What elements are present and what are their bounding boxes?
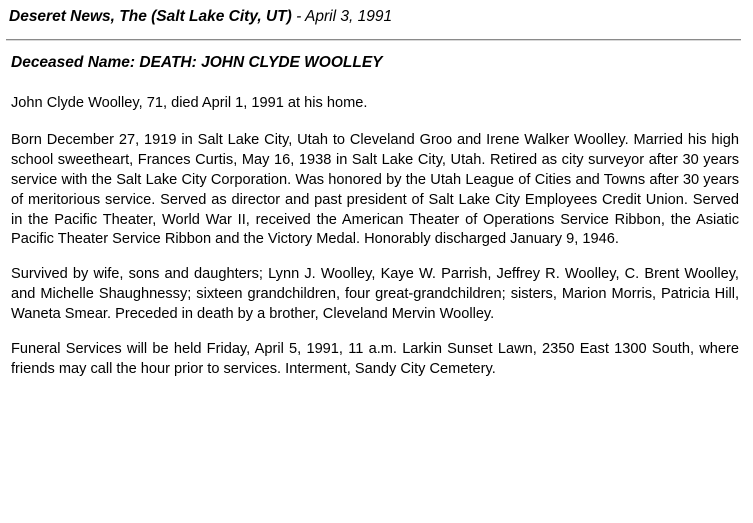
publication-date: - April 3, 1991 — [296, 8, 393, 25]
deceased-name: DEATH: JOHN CLYDE WOOLLEY — [139, 54, 383, 71]
source-header — [9, 8, 392, 26]
header-divider — [6, 39, 741, 41]
obituary-paragraph-summary: John Clyde Woolley, 71, died April 1, 1991 at his home. — [11, 95, 368, 111]
obituary-body — [11, 94, 739, 395]
obituary-paragraph-services: Funeral Services will be held Friday, April 5, 1991, 11 a.m. Larkin Sunset Lawn, 2350 East 1300 South, where friends may call the hour prior to services. Interment, Sandy City Cemetery. — [11, 341, 739, 377]
obituary-paragraph-survivors: Survived by wife, sons and daughters; Lynn J. Woolley, Kaye W. Parrish, Jeffrey R. Woolley, C. Brent Woolley, and Michelle Shaughnessy; sixteen grandchildren, four great-grandchildren; sisters, Marion Morris, Patricia Hill, Waneta Smear. Preceded in death by a brother, Cleveland Mervin Woolley. — [11, 266, 739, 323]
obituary-paragraph-biography: Born December 27, 1919 in Salt Lake City, Utah to Cleveland Groo and Irene Walker Woolley. Married his high school sweetheart, Frances Curtis, May 16, 1938 in Salt Lake City, Utah. Retired as city surveyor after 30 years service with the Salt Lake City Corporation. Was honored by the Utah League of Cities and Towns after 30 years of meritorious service. Served as director and past president of Salt Lake City Employees Credit Union. Served in the Pacific Theater, World War II, received the American Theater of Operations Service Ribbon, the Asiatic Pacific Theater Service Ribbon and the Victory Medal. Honorably discharged January 9, 1946. — [11, 131, 739, 248]
deceased-label: Deceased Name: — [11, 54, 136, 71]
publication-name: Deseret News, The (Salt Lake City, UT) — [9, 8, 292, 25]
deceased-heading — [11, 53, 383, 73]
